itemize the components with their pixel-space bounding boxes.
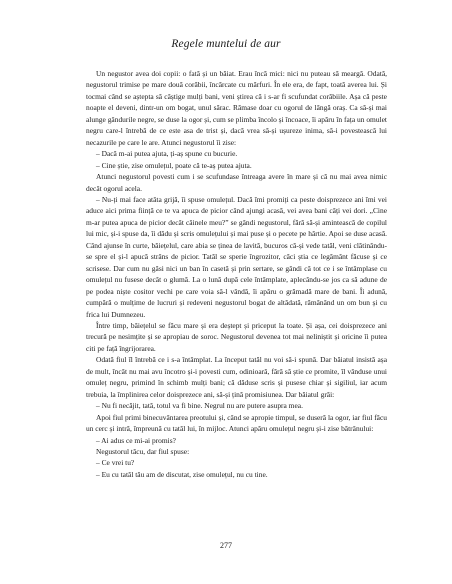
paragraph: Între timp, băiețelul se făcu mare și era deștept și priceput la toate. Și așa, cei doisprezece ani trecură pe nesimțite și se apropiau de soroc. Negustorul devenea tot mai neliniștit și oricine îi putea citi pe față îngrijorarea.: [86, 320, 387, 353]
paragraph: – Ai adus ce mi-ai promis?: [96, 435, 176, 445]
paragraph: – Dacă m-ai putea ajuta, ți-aș spune cu bucurie.: [96, 149, 238, 159]
paragraph: Atunci negustorul povesti cum i se scufundase întreaga avere în mare și că nu mai avea nimic decât ogorul acela.: [86, 172, 387, 193]
paragraph: – Nu fi necăjit, tată, totul va fi bine. Negrul nu are putere asupra mea.: [96, 401, 303, 411]
paragraph: – Cine știe, zise omulețul, poate că te-aș putea ajuta.: [96, 160, 252, 170]
paragraph: – Nu-ți mai face atâta grijă, îi spuse omulețul. Dacă îmi promiți ca peste doisprezece ani îmi vei aduce aici prima ființă ce te va apuca de picior când ajungi acasă, vei avea bani câți vei dori. „Cine m-ar putea apuca de picior decât câinele meu?” se gândi negustorul, fără să-și amintească de copilul lui mic, și-i spuse da, îi dădu și scris omulețului și mai puse și o pecete pe hârtie. Apoi se duse acasă. Când ajunse în curte, băiețelul, care abia se ținea de lavită, bucuros că-și vede tatăl, veni clătinându-se spre el și-l apucă strâns de picior. Tatăl se sperie îngrozitor, căci știa ce legământ făcuse și ce scrisese. Dar cum nu găsi nici un ban în casetă și prin sertare, se gândi că tot ce i se întâmplase cu omulețul nu fusese decât o glumă. La o lună după cele întâmplate, aplecându-se jos ca să adune de pe podea niște cositor vechi pe care voia să-l vândă, îi apăru o grămadă mare de bani. Îi adună, cumpără o mulțime de lucruri și redeveni negustorul bogat de altădată, rămânând un om bun și cu frica lui Dumnezeu.: [86, 194, 387, 319]
page-number: 277: [220, 541, 232, 550]
paragraph: Apoi fiul primi binecuvântarea preotului și, când se apropie timpul, se duseră la ogor, iar fiul făcu un cerc și intră, împreună cu tatăl lui, în mijloc. Atunci apăru omulețul negru și-i zise bătrânului:: [86, 412, 387, 434]
paragraph: Odată fiul îl întrebă ce i s-a întâmplat. La început tatăl nu voi să-i spună. Dar băiatul insistă așa de mult, încât nu mai avu încotro și-i povesti cum, odinioară, fără să știe ce promite, îl vânduse unui omuleț negru, primind în schimb mulți bani; că dăduse scris și pusese chiar și sigiliul, iar acum trebuia, la împlinirea celor doisprezece ani, să-și țină promisiunea. Dar băiatul grăi:: [86, 355, 387, 399]
paragraph: – Eu cu tatăl tău am de discutat, zise omulețul, nu cu tine.: [96, 469, 268, 479]
paragraph: Negustorul tăcu, dar fiul spuse:: [96, 446, 190, 456]
body-text: [86, 68, 387, 480]
paragraph: Un negustor avea doi copii: o fată și un băiat. Erau încă mici: nici nu puteau să meargă. Odată, negustorul trimise pe mare două corăbii, încărcate cu mărfuri. În ele era, de fapt, toată averea lui. Și tocmai când se aștepta să câștige mulți bani, veni știrea că i s-ar fi scufundat corăbiile. Așa că peste noapte el deveni, dintr-un om bogat, unul sărac. Rămase doar cu ogorul de lângă oraș. Ca să-și mai alunge gândurile negre, se duse la ogor și, cum se plimba încolo și încoace, îi apăru în fața un omulet negru care-l întrebă de ce este asa de trist și, dacă vrea să-și ușureze inima, să-i povestească lui necazurile pe care le are. Atunci negustorul îi zise:: [86, 69, 387, 147]
paragraph: – Ce vrei tu?: [96, 458, 135, 468]
page-title: Regele muntelui de aur: [171, 38, 281, 50]
